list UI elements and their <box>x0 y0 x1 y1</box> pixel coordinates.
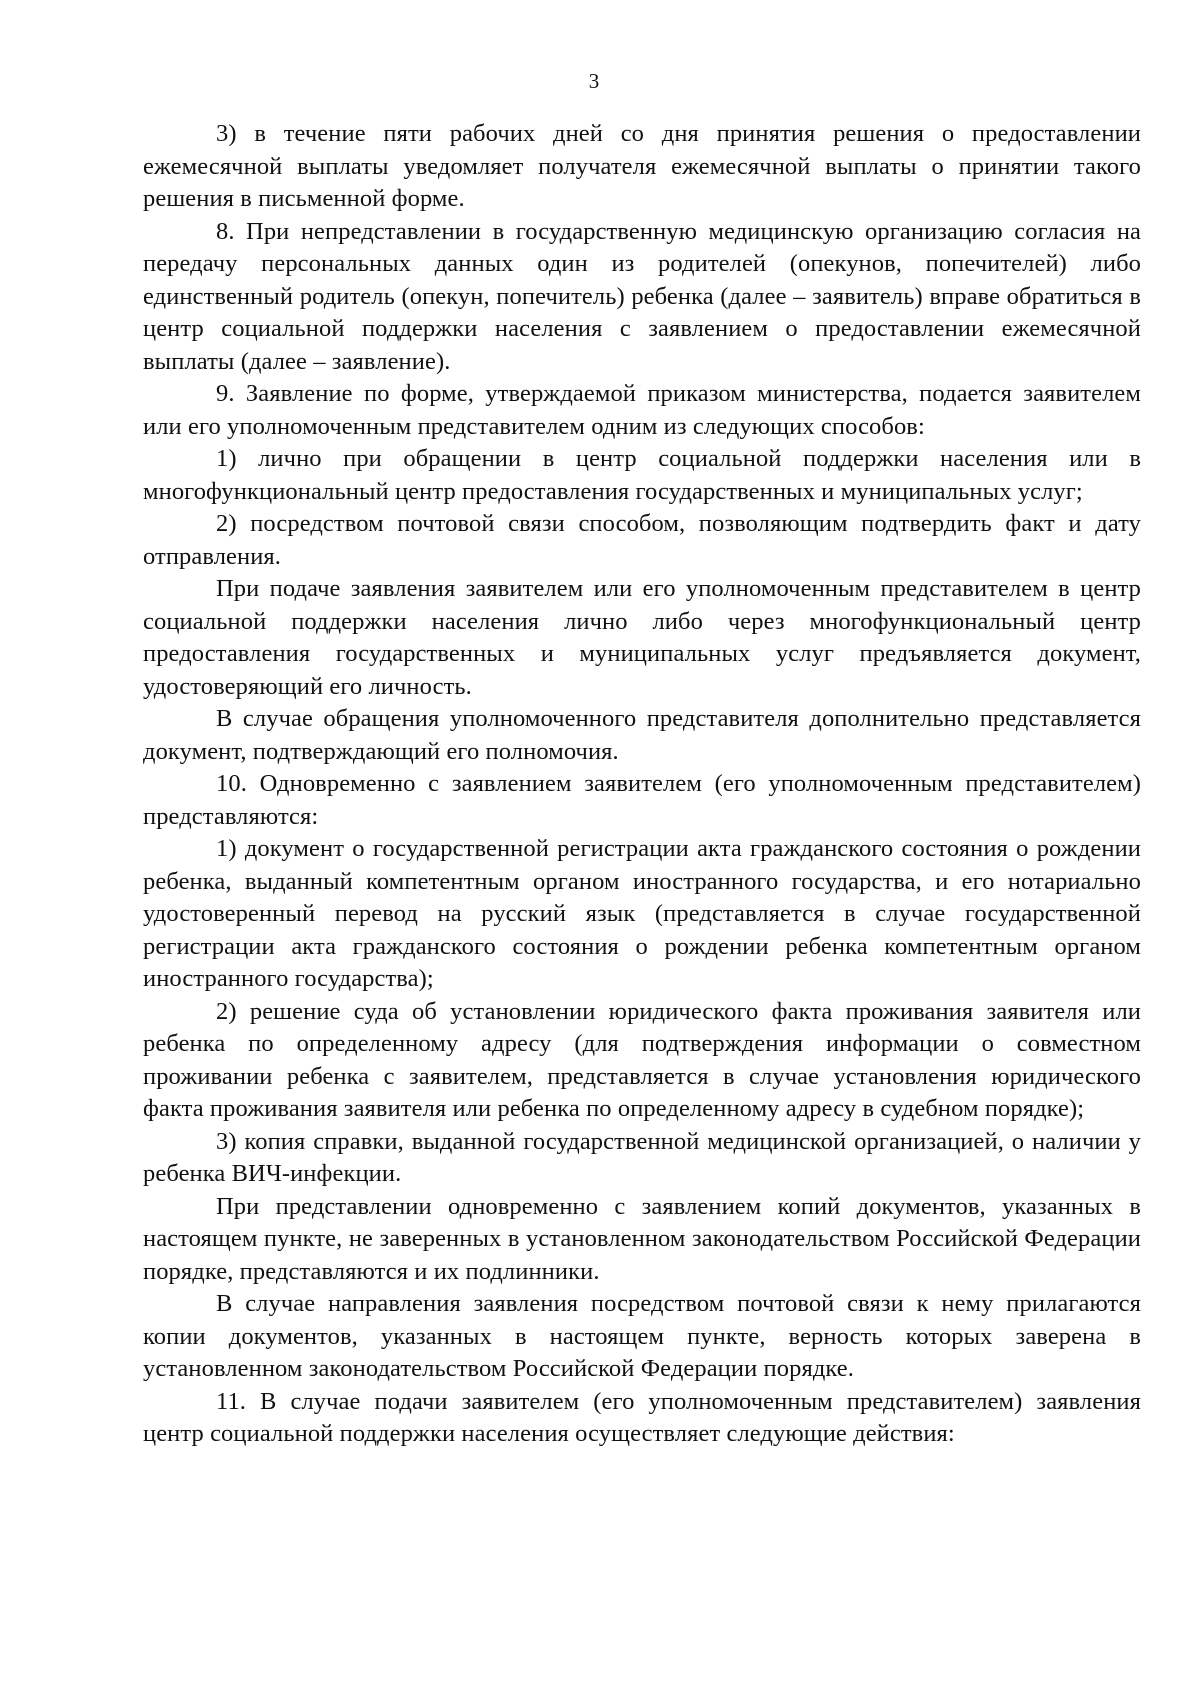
paragraph-identity-document: При подаче заявления заявителем или его уполномоченным представителем в центр социальной поддержки населения лично либо через многофункциональный центр предоставления государственных и муниципальных услуг предъявляется документ, удостоверяющий его личность. <box>143 575 1141 700</box>
paragraph-representative: В случае обращения уполномоченного представителя дополнительно представляется документ, подтверждающий его полномочия. <box>143 705 1141 765</box>
paragraph-10-item-1: 1) документ о государственной регистрации акта гражданского состояния о рождении ребенка, выданный компетентным органом иностранного государства, и его нотариально удостоверенный перевод на русский язык (представляется в случае государственной регистрации акта гражданского состояния о рождении ребенка компетентным органом иностранного государства); <box>143 835 1141 992</box>
paragraph-10: 10. Одновременно с заявлением заявителем (его уполномоченным представителем) представляются: <box>143 770 1141 830</box>
paragraph-9-item-1: 1) лично при обращении в центр социальной поддержки населения или в многофункциональный центр предоставления государственных и муниципальных услуг; <box>143 445 1141 505</box>
paragraph-9-item-2: 2) посредством почтовой связи способом, позволяющим подтвердить факт и дату отправления. <box>143 510 1141 570</box>
paragraph-11: 11. В случае подачи заявителем (его уполномоченным представителем) заявления центр социальной поддержки населения осуществляет следующие действия: <box>143 1387 1141 1447</box>
paragraph-10-item-3: 3) копия справки, выданной государственной медицинской организацией, о наличии у ребенка ВИЧ-инфекции. <box>143 1127 1141 1187</box>
paragraph-copies-originals: При представлении одновременно с заявлением копий документов, указанных в настоящем пункте, не заверенных в установленном законодательством Российской Федерации порядке, представляются и их подлинники. <box>143 1192 1141 1285</box>
paragraph-3-notify: 3) в течение пяти рабочих дней со дня принятия решения о предоставлении ежемесячной выплаты уведомляет получателя ежемесячной выплаты о принятии такого решения в письменной форме. <box>143 120 1141 212</box>
paragraph-9: 9. Заявление по форме, утверждаемой приказом министерства, подается заявителем или его уполномоченным представителем одним из следующих способов: <box>143 380 1141 440</box>
paragraph-postal-copies: В случае направления заявления посредством почтовой связи к нему прилагаются копии документов, указанных в настоящем пункте, верность которых заверена в установленном законодательством Российской Федерации порядке. <box>143 1290 1141 1382</box>
page-number: 3 <box>588 69 600 93</box>
paragraph-8: 8. При непредставлении в государственную медицинскую организацию согласия на передачу персональных данных один из родителей (опекунов, попечителей) либо единственный родитель (опекун, попечитель) ребенка (далее – заявитель) вправе обратиться в центр социальной поддержки населения с заявлением о предоставлении ежемесячной выплаты (далее – заявление). <box>143 217 1141 375</box>
document-body <box>143 118 1141 1451</box>
paragraph-10-item-2: 2) решение суда об установлении юридического факта проживания заявителя или ребенка по определенному адресу (для подтверждения информации о совместном проживании ребенка с заявителем, представляется в случае установления юридического факта проживания заявителя или ребенка по определенному адресу в судебном порядке); <box>143 997 1141 1122</box>
